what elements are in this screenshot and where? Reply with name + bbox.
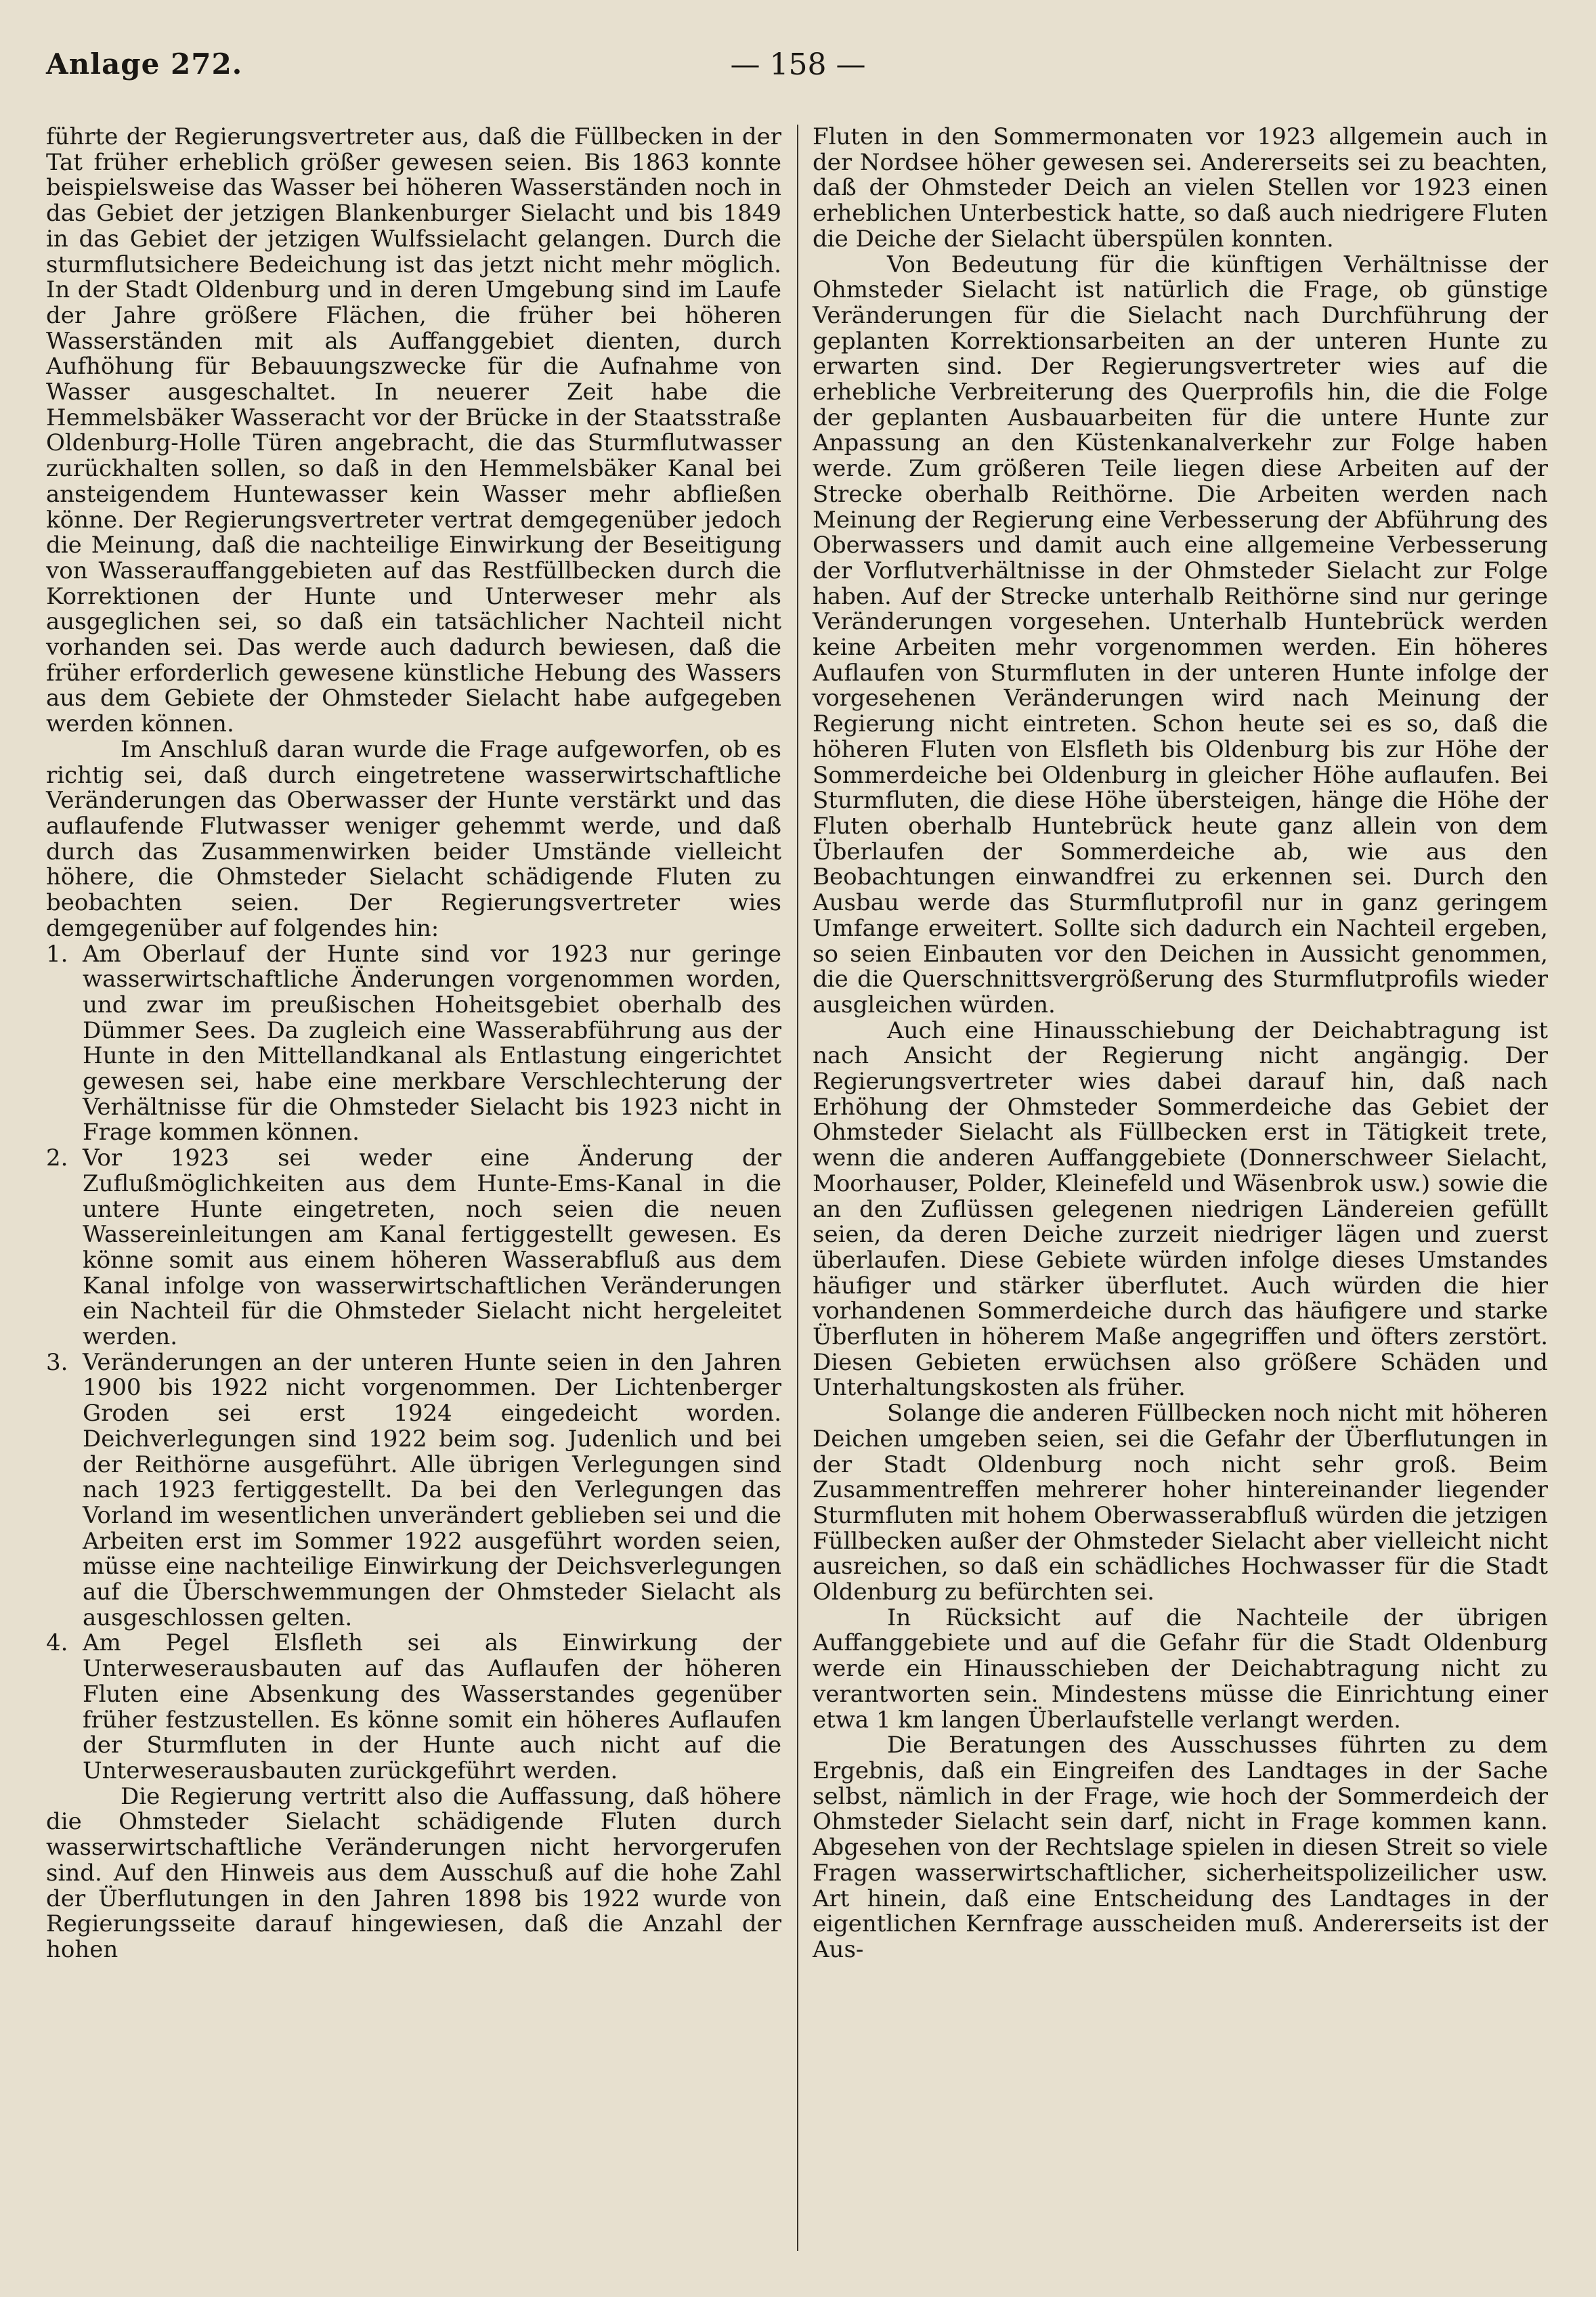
page-header [0,0,1596,81]
right-paragraph-1: Fluten in den Sommermonaten vor 1923 allgemein auch in der Nordsee höher gewesen sei. Andererseits sei zu beachten, daß der Ohmsteder Deich an vielen Stellen vor 1923 einen erheblichen Unterbestick hatte, so daß auch niedrigere Fluten die Deiche der Sielacht überspülen konnten. [813,123,1548,253]
right-paragraph-4: Solange die anderen Füllbecken noch nicht mit höheren Deichen umgeben seien, sei die Gefahr der Überflutungen in der Stadt Oldenburg noch nicht sehr groß. Beim Zusammentreffen mehrerer hoher hintereinander liegender Sturmfluten mit hohem Oberwasserabfluß würden die jetzigen Füllbecken außer der Ohmsteder Sielacht aber vielleicht nicht ausreichen, so daß ein schädliches Hochwasser für die Stadt Oldenburg zu befürchten sei. [813,1400,1548,1606]
left-paragraph-3: Die Regierung vertritt also die Auffassung, daß höhere die Ohmsteder Sielacht schädigende Fluten durch wasserwirtschaftliche Veränderungen nicht hervorgerufen sind. Auf den Hinweis aus dem Ausschuß auf die hohe Zahl der Überflutungen in den Jahren 1898 bis 1922 wurde von Regierungsseite darauf hingewiesen, daß die Anzahl der hohen [46,1782,781,1963]
right-paragraph-5: In Rücksicht auf die Nachteile der übrigen Auffanggebiete und auf die Gefahr für die Stadt Oldenburg werde ein Hinausschieben der Deichabtragung nicht zu verantworten sein. Mindestens müsse die Einrichtung einer etwa 1 km langen Überlaufstelle verlangt werden. [813,1604,1548,1734]
list-item [46,1631,781,1784]
list-item-number: 1. [46,940,68,968]
column-divider [797,125,798,2251]
list-item [46,1350,781,1631]
list-item-number: 2. [46,1144,68,1172]
right-paragraph-6: Die Beratungen des Ausschusses führten zu dem Ergebnis, daß ein Eingreifen des Landtages in der Sache selbst, nämlich in der Frage, wie hoch der Sommerdeich der Ohmsteder Sielacht sein darf, nicht in Frage kommen kann. Abgesehen von der Rechtslage spielen in diesen Streit so viele Fragen wasserwirtschaftlicher, sicherheitspolizeilicher usw. Art hinein, daß eine Entscheidung des Landtages in der eigentlichen Kernfrage ausscheiden muß. Andererseits ist der Aus- [813,1732,1548,1963]
list-item [46,942,781,1146]
list-item-text: Veränderungen an der unteren Hunte seien in den Jahren 1900 bis 1922 nicht vorgenommen. Der Lichtenberger Groden sei erst 1924 eingedeicht worden. Deichverlegungen sind 1922 beim sog. Judenlich und bei der Reithörne ausgeführt. Alle übrigen Verlegungen sind nach 1923 fertiggestellt. Da bei den Verlegungen das Vorland im wesentlichen unverändert geblieben sei und die Arbeiten erst im Sommer 1922 ausgeführt worden seien, müsse eine nachteilige Einwirkung der Deichsverlegungen auf die Überschwemmungen der Ohmsteder Sielacht als ausgeschlossen gelten. [83,1348,781,1631]
right-column [813,125,1548,1963]
left-paragraph-2: Im Anschluß daran wurde die Frage aufgeworfen, ob es richtig sei, daß durch eingetretene wasserwirtschaftliche Veränderungen das Oberwasser der Hunte verstärkt und das auflaufende Flutwasser weniger gehemmt werde, und daß durch das Zusammenwirken beider Umstände vielleicht höhere, die Ohmsteder Sielacht schädigende Fluten zu beobachten seien. Der Regierungsvertreter wies demgegenüber auf folgendes hin: [46,735,781,942]
list-item-number: 3. [46,1348,68,1376]
page-number: — 158 — [730,47,866,82]
right-paragraph-2: Von Bedeutung für die künftigen Verhältnisse der Ohmsteder Sielacht ist natürlich die Frage, ob günstige Veränderungen für die Sielacht nach Durchführung der geplanten Korrektionsarbeiten an der unteren Hunte zu erwarten sind. Der Regierungsvertreter wies auf die erhebliche Verbreiterung des Querprofils hin, die die Folge der geplanten Ausbauarbeiten für die untere Hunte zur Anpassung an den Küstenkanalverkehr zur Folge haben werde. Zum größeren Teile liegen diese Arbeiten auf der Strecke oberhalb Reithörne. Die Arbeiten werden nach Meinung der Regierung eine Verbesserung der Abführung des Oberwassers und damit auch eine allgemeine Verbesserung der Vorflutverhältnisse in der Ohmsteder Sielacht zur Folge haben. Auf der Strecke unterhalb Reithörne sind nur geringe Veränderungen vorgesehen. Unterhalb Huntebrück werden keine Arbeiten mehr vorgenommen werden. Ein höheres Auflaufen von Sturmfluten in der unteren Hunte infolge der vorgesehenen Veränderungen wird nach Meinung der Regierung nicht eintreten. Schon heute sei es so, daß die höheren Fluten von Elsfleth bis Oldenburg bis zur Höhe der Sommerdeiche bei Oldenburg in gleicher Höhe auflaufen. Bei Sturmfluten, die diese Höhe übersteigen, hänge die Höhe der Fluten oberhalb Huntebrück heute ganz allein von dem Überlaufen der Sommerdeiche ab, wie aus den Beobachtungen einwandfrei zu erkennen sei. Durch den Ausbau werde das Sturmflutprofil nur in ganz geringem Umfange erweitert. Sollte sich dadurch ein Nachteil ergeben, so seien Einbauten vor den Deichen in Aussicht genommen, die die Querschnittsvergrößerung des Sturmflutprofils wieder ausgleichen würden. [813,251,1548,1018]
left-paragraph-1: führte der Regierungsvertreter aus, daß die Füllbecken in der Tat früher erheblich größer gewesen seien. Bis 1863 konnte beispielsweise das Wasser bei höheren Wasserständen noch in das Gebiet der jetzigen Blankenburger Sielacht und bis 1849 in das Gebiet der jetzigen Wulfssielacht gelangen. Durch die sturmflutsichere Bedeichung ist das jetzt nicht mehr möglich. In der Stadt Oldenburg und in deren Umgebung sind im Laufe der Jahre größere Flächen, die früher bei höheren Wasserständen mit als Auffanggebiet dienten, durch Aufhöhung für Bebauungszwecke für die Aufnahme von Wasser ausgeschaltet. In neuerer Zeit habe die Hemmelsbäker Wasseracht vor der Brücke in der Staatsstraße Oldenburg-Holle Türen angebracht, die das Sturmflutwasser zurückhalten sollen, so daß in den Hemmelsbäker Kanal bei ansteigendem Huntewasser kein Wasser mehr abfließen könne. Der Regierungsvertreter vertrat demgegenüber jedoch die Meinung, daß die nachteilige Einwirkung der Beseitigung von Wasserauffanggebieten auf das Restfüllbecken durch die Korrektionen der Hunte und Unterweser mehr als ausgeglichen sei, so daß ein tatsächlicher Nachteil nicht vorhanden sei. Das werde auch dadurch bewiesen, daß die früher erforderlich gewesene künstliche Hebung des Wassers aus dem Gebiete der Ohmsteder Sielacht habe aufgegeben werden können. [46,123,781,738]
annex-label: Anlage 272. [46,47,243,81]
list-item [46,1146,781,1350]
list-item-text: Vor 1923 sei weder eine Änderung der Zuflußmöglichkeiten aus dem Hunte-Ems-Kanal in die untere Hunte eingetreten, noch seien die neuen Wassereinleitungen am Kanal fertiggestellt gewesen. Es könne somit aus einem höheren Wasserabfluß aus dem Kanal infolge von wasserwirtschaftlichen Veränderungen ein Nachteil für die Ohmsteder Sielacht nicht hergeleitet werden. [83,1144,781,1351]
right-paragraph-3: Auch eine Hinausschiebung der Deichabtragung ist nach Ansicht der Regierung nicht angängig. Der Regierungsvertreter wies dabei darauf hin, daß nach Erhöhung der Ohmsteder Sommerdeiche das Gebiet der Ohmsteder Sielacht als Füllbecken erst in Tätigkeit trete, wenn die anderen Auffanggebiete (Donnerschweer Sielacht, Moorhauser, Polder, Kleinefeld und Wäsenbrok usw.) sowie die an den Zuflüssen gelegenen niedrigen Ländereien gefüllt seien, da deren Deiche zurzeit niedriger lägen und zuerst überlaufen. Diese Gebiete würden infolge dieses Umstandes häufiger und stärker überflutet. Auch würden die hier vorhandenen Sommerdeiche durch das häufigere und starke Überfluten in höherem Maße angegriffen und öfters zerstört. Diesen Gebieten erwüchsen also größere Schäden und Unterhaltungskosten als früher. [813,1016,1548,1402]
list-item-text: Am Pegel Elsfleth sei als Einwirkung der Unterweserausbauten auf das Auflaufen der höheren Fluten eine Absenkung des Wasserstandes gegenüber früher festzustellen. Es könne somit ein höheres Auflaufen der Sturmfluten in der Hunte auch nicht auf die Unterweserausbauten zurückgeführt werden. [83,1629,781,1784]
left-column [46,125,781,1963]
list-item-number: 4. [46,1629,68,1657]
list-item-text: Am Oberlauf der Hunte sind vor 1923 nur geringe wasserwirtschaftliche Änderungen vorgenommen worden, und zwar im preußischen Hoheitsgebiet oberhalb des Dümmer Sees. Da zugleich eine Wasserabführung aus der Hunte in den Mittellandkanal als Entlastung eingerichtet gewesen sei, habe eine merkbare Verschlechterung der Verhältnisse für die Ohmsteder Sielacht bis 1923 nicht in Frage kommen können. [83,940,781,1146]
